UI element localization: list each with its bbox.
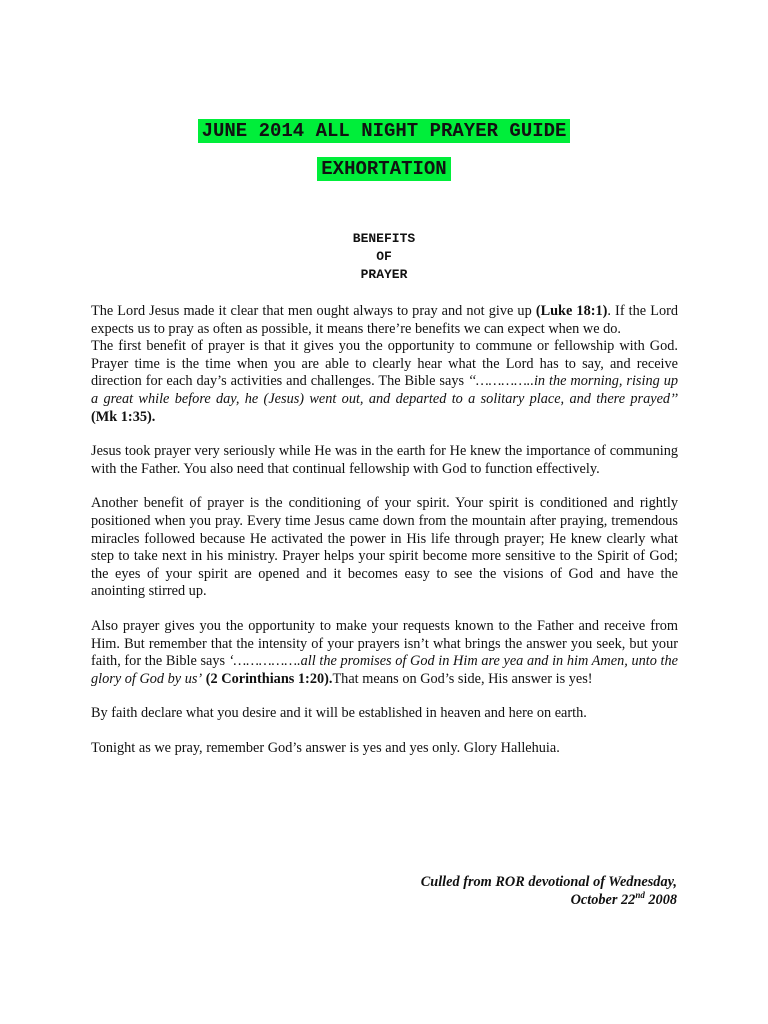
paragraph-1-text: The Lord Jesus made it clear that men ought always to pray and not give up bbox=[91, 303, 536, 319]
source-date: October 22 bbox=[570, 892, 636, 908]
body-text bbox=[91, 303, 678, 757]
paragraph-2-quote: ‘‘…………..in the morning, rising up a great while before day, he (Jesus) went out, and departed to a solitary place, and there prayed’’ bbox=[91, 373, 679, 407]
subheading-line-3: PRAYER bbox=[360, 267, 408, 282]
paragraph-6: By faith declare what you desire and it will be established in heaven and here on earth. bbox=[91, 705, 587, 722]
source-line-2 bbox=[421, 891, 677, 909]
subheading bbox=[0, 230, 768, 284]
source-date-suffix: nd bbox=[635, 890, 645, 901]
paragraph-1 bbox=[91, 303, 678, 338]
paragraph-3: Jesus took prayer very seriously while He was in the earth for He knew the importance of communing with the Father. You also need that continual fellowship with God to function effectively. bbox=[91, 443, 678, 477]
paragraph-5 bbox=[91, 618, 678, 688]
paragraph-1-text-end: . If the Lord expects us to pray as often as possible, it means there’re benefits we can expect when we do. bbox=[91, 303, 678, 337]
paragraph-7: Tonight as we pray, remember God’s answer is yes and yes only. Glory Hallehuia. bbox=[91, 739, 560, 756]
section-heading bbox=[0, 157, 768, 181]
subheading-line-1: BENEFITS bbox=[352, 231, 416, 246]
paragraph-4: Another benefit of prayer is the conditioning of your spirit. Your spirit is conditioned and rightly positioned when you pray. Every time Jesus came down from the mountain after praying, tremendous miracles followed because He activated the power in His life through prayer; He knew clearly what step to take next in his ministry. Prayer helps your spirit become more sensitive to the Spirit of God; the eyes of your spirit are opened and it becomes easy to see the visions of God and have the anointing stirred up. bbox=[91, 495, 678, 600]
paragraph-5-quote: ‘…………….all the promises of God in Him are yea and in him Amen, unto the glory of God by us’ bbox=[91, 653, 678, 687]
title-text: JUNE 2014 ALL NIGHT PRAYER GUIDE bbox=[198, 119, 571, 143]
title-heading bbox=[0, 119, 768, 143]
source-signature bbox=[421, 873, 677, 909]
section-text: EXHORTATION bbox=[317, 157, 450, 181]
paragraph-5-text: Also prayer gives you the opportunity to make your requests known to the Father and receive from Him. But remember that the intensity of your prayers isn’t what brings the answer you seek, but your faith, for the Bible says bbox=[91, 617, 678, 670]
paragraph-2-reference: (Mk 1:35). bbox=[91, 408, 156, 425]
paragraph-5-text-end: That means on God’s side, His answer is yes! bbox=[332, 670, 593, 687]
paragraph-1-reference: (Luke 18:1) bbox=[535, 303, 608, 319]
paragraph-5-reference: (2 Corinthians 1:20). bbox=[202, 670, 333, 687]
paragraph-2 bbox=[91, 338, 678, 426]
source-year: 2008 bbox=[644, 892, 677, 908]
subheading-line-2: OF bbox=[376, 249, 392, 264]
paragraph-2-text: The first benefit of prayer is that it gives you the opportunity to commune or fellowship with God. Prayer time is the time when you are able to clearly hear what the Lord has to say, and receive direction for each day’s activities and challenges. The Bible says bbox=[91, 338, 678, 390]
source-line-1: Culled from ROR devotional of Wednesday, bbox=[420, 874, 677, 890]
